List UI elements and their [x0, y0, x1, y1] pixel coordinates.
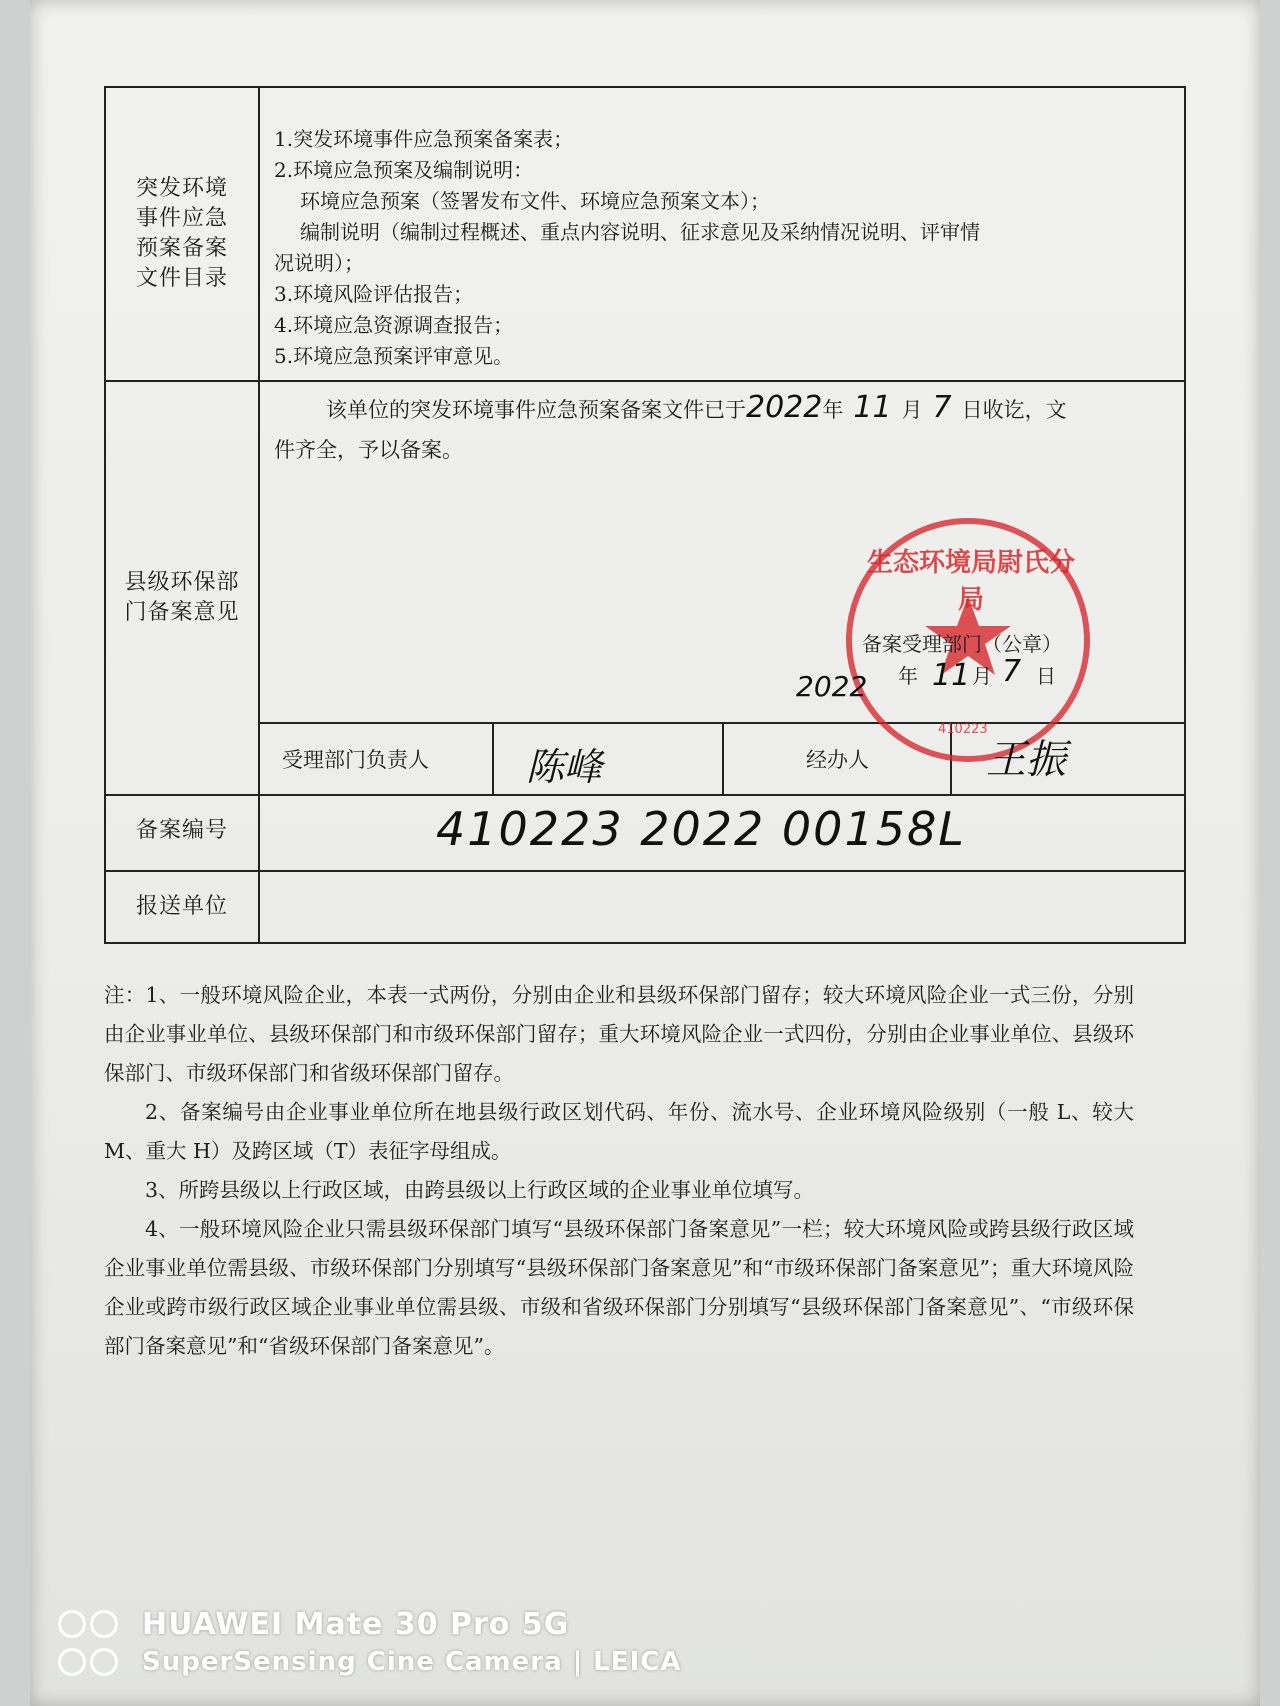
- directory-item: 3.环境风险评估报告；: [274, 282, 474, 306]
- date-char-month: 月: [972, 664, 992, 688]
- label-column-divider: [258, 88, 260, 942]
- handwritten-day: 7: [932, 390, 952, 425]
- watermark-camera: SuperSensing Cine Camera | LEICA: [142, 1647, 682, 1677]
- camera-rings-icon: [58, 1645, 130, 1679]
- directory-item: 4.环境应急资源调查报告；: [274, 313, 514, 337]
- directory-item: 5.环境应急预案评审意见。: [274, 344, 514, 368]
- opinion-label: 县级环保部 门备案意见: [124, 570, 240, 625]
- camera-rings-icon: [58, 1607, 130, 1641]
- notes-section: [104, 976, 1134, 1366]
- date-char-year: 年: [898, 664, 918, 688]
- directory-item: 况说明）；: [274, 251, 364, 275]
- dept-seal-label: 备案受理部门（公章）: [862, 632, 1062, 656]
- row-divider-directory: [106, 380, 1184, 382]
- directory-list: [274, 124, 1174, 372]
- directory-item: 编制说明（编制过程概述、重点内容说明、征求意见及采纳情况说明、评审情: [300, 220, 980, 244]
- record-number-value: 410223 2022 00158L: [436, 802, 966, 856]
- seal-text: 生态环境局尉氏分局: [866, 548, 1075, 615]
- note-item: 2、备案编号由企业事业单位所在地县级行政区划代码、年份、流水号、企业环境风险级别（一般 L、较大 M、重大 H）及跨区域（T）表征字母组成。: [104, 1100, 1134, 1163]
- directory-item: 1.突发环境事件应急预案备案表；: [274, 127, 574, 151]
- seal-code: 410223: [938, 722, 988, 737]
- handler-label: 经办人: [806, 748, 869, 772]
- directory-item: 环境应急预案（签署发布文件、环境应急预案文本）；: [300, 189, 770, 213]
- camera-watermark: [58, 1605, 681, 1681]
- handler-signature: 王振: [986, 737, 1066, 783]
- filing-form-table: [104, 86, 1186, 944]
- handwritten-month: 11: [853, 390, 892, 425]
- date-char-day: 日: [1036, 664, 1056, 688]
- handwritten-date-month: 11: [932, 658, 971, 693]
- row-divider-record-number: [106, 870, 1184, 872]
- directory-item: 2.环境应急预案及编制说明：: [274, 158, 534, 182]
- signature-divider-1: [492, 722, 494, 796]
- handwritten-year: 2022: [746, 390, 823, 425]
- head-signature: 陈峰: [526, 745, 603, 789]
- signature-divider-2: [722, 722, 724, 796]
- handwritten-date-day: 7: [1002, 654, 1022, 689]
- handwritten-date-year: 2022: [796, 670, 868, 703]
- submitting-unit-label: 报送单位: [135, 894, 228, 919]
- note-item: 4、一般环境风险企业只需县级环保部门填写“县级环保部门备案意见”一栏；较大环境风险或跨县级行政区域企业事业单位需县级、市级环保部门分别填写“县级环保部门备案意见”和“市级环保部门备案意见”；重大环境风险企业或跨市级行政区域企业事业单位需县级、市级和省级环保部门分别填写“县级环保部门备案意见”、“市级环保部门备案意见”和“省级环保部门备案意见”。: [104, 1217, 1134, 1358]
- note-item: 3、所跨县级以上行政区域，由跨县级以上行政区域的企业事业单位填写。: [145, 1178, 815, 1202]
- opinion-text: 该单位的突发环境事件应急预案备案文件已于2022年 11 月 7 日收讫，文 件齐全，予以备案。: [274, 390, 1067, 462]
- record-number-label: 备案编号: [135, 818, 228, 843]
- directory-label: 突发环境 事件应急 预案备案 文件目录: [135, 176, 228, 291]
- head-label: 受理部门负责人: [282, 748, 429, 772]
- row-divider-signatures-bottom: [106, 794, 1184, 796]
- watermark-device: HUAWEI Mate 30 Pro 5G: [142, 1606, 570, 1642]
- note-item: 注：1、一般环境风险企业，本表一式两份，分别由企业和县级环保部门留存；较大环境风险企业一式三份，分别由企业事业单位、县级环保部门和市级环保部门留存；重大环境风险企业一式四份，分别由企业事业单位、县级环保部门、市级环保部门和省级环保部门留存。: [104, 983, 1134, 1085]
